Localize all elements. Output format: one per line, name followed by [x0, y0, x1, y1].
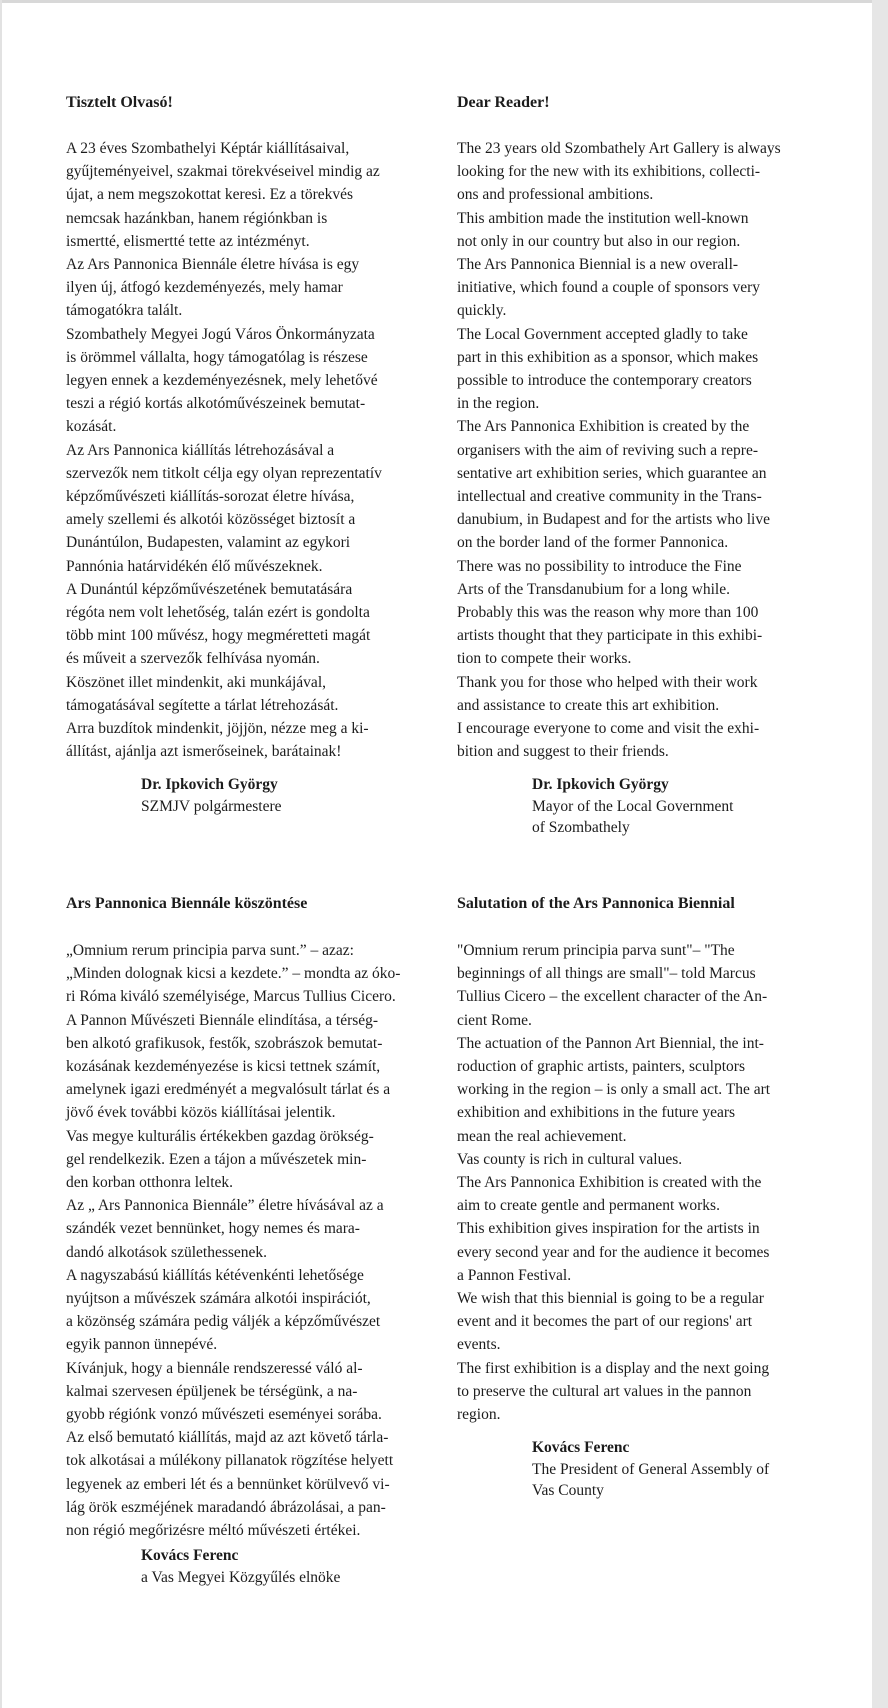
page-left-edge — [0, 0, 2, 1708]
section1-hu-body: A 23 éves Szombathelyi Képtár kiállításaival, gyűjteményeivel, szakmai törekvéseivel mindig az újat, a nem megszokottat keresi. Ez a törekvés nemcsak hazánkban, hanem régiónkban is ismertté, elismertté tette az intézményt. Az Ars Pannonica Biennále életre hívása is egy ilyen új, átfogó kezdeményezés, mely hamar támogatókra talált. Szombathely Megyei Jogú Város Önkormányzata is örömmel vállalta, hogy támogatólag is részese legyen ennek a kezdeményezésnek, mely lehetővé teszi a régió kortás alkotóművészeinek bemutat- kozását. Az Ars Pannonica kiállítás létrehozásával a szervezők nem titkolt célja egy olyan reprezentatív képzőművészeti kiállítás-sorozat életre hívása, amely szellemi és alkotói közösséget biztosít a Dunántúlon, Budapesten, valamint az egykori Pannónia határvidékén élő művészeknek. A Dunántúl képzőművészetének bemutatására régóta nem volt lehetőség, talán ezért is gondolta több mint 100 művész, hogy megméretteti magát és műveit a szervezők felhívása nyomán. Köszönet illet mindenkit, aki munkájával, támogatásával segítette a tárlat létrehozását. Arra buzdítok mindenkit, jöjjön, nézze meg a ki- állítást, ajánlja azt ismerőseinek, barátainak! — [66, 140, 382, 761]
signature-role: SZMJV polgármestere — [141, 797, 282, 815]
section2-hu-column — [66, 893, 446, 1542]
section1-en-body: The 23 years old Szombathely Art Gallery is always looking for the new with its exhibitions, collecti- ons and professional ambitions. This ambition made the institution well-known not only in our country but also in our region. The Ars Pannonica Biennial is a new overall- initiative, which found a couple of sponsors very quickly. The Local Government accepted gladly to take part in this exhibition as a sponsor, which makes possible to introduce the contemporary creators in the region. The Ars Pannonica Exhibition is created by the organisers with the aim of reviving such a repre- sentative art exhibition series, which guarantee an intellectual and creative community in the Trans- danubium, in Budapest and for the artists who live on the border land of the former Pannonica. There was no possibility to introduce the Fine Arts of the Transdanubium for a long while. Probably this was the reason why more than 100 artists thought that they participate in this exhibi- tion to compete their works. Thank you for those who helped with their work and assistance to create this art exhibition. I encourage everyone to come and visit the exhi- bition and suggest to their friends. — [457, 140, 781, 761]
signature-name: Kovács Ferenc — [532, 1439, 630, 1456]
page-top-edge — [0, 0, 888, 3]
section1-hu-heading: Tisztelt Olvasó! — [66, 94, 173, 111]
signature-role: a Vas Megyei Közgyűlés elnöke — [141, 1568, 341, 1586]
section2-hu-body: „Omnium rerum principia parva sunt.” – azaz: „Minden dolognak kicsi a kezdete.” – mondta az óko- ri Róma kiváló személyisége, Marcus Tullius Cicero. A Pannon Művészeti Biennále elindítása, a térség- ben alkotó grafikusok, festők, szobrászok bemutat- kozásának kezdeményezése is kicsi tettnek számít, amelynek igazi eredményét a megvalósult tárlat és a jövő évek további közös kiállításai jelentik. Vas megye kulturális értékekben gazdag örökség- gel rendelkezik. Ezen a tájon a művészetek min- den korban otthonra leltek. Az „ Ars Pannonica Biennále” életre hívásával az a szándék vezet bennünket, hogy nemes és mara- dandó alkotások születhessenek. A nagyszabású kiállítás kétévenkénti lehetősége nyújtson a művészek számára alkotói inspirációt, a közönség számára pedig váljék a képzőművészet egyik pannon ünnepévé. Kívánjuk, hogy a biennále rendszeressé váló al- kalmai szervesen épüljenek be térségünk, a na- gyobb régiónk vonzó művészeti eseményei sorába. Az első bemutató kiállítás, majd az azt követő tárla- tok alkotásai a múlékony pillanatok rögzítése helyett legyenek az emberi lét és a bennünket körülvevő vi- lág örök eszméjének maradandó ábrázolásai, a pan- non régió megőrizésre méltó művészeti értékei. — [66, 942, 401, 1540]
section1-hu-column — [66, 92, 446, 763]
section1-en-signature — [532, 774, 733, 839]
page-right-edge — [872, 0, 888, 1708]
section1-en-heading: Dear Reader! — [457, 94, 550, 111]
section2-hu-signature — [141, 1545, 340, 1588]
section1-en-column — [457, 92, 837, 763]
signature-name: Dr. Ipkovich György — [532, 776, 669, 793]
signature-name: Dr. Ipkovich György — [141, 776, 278, 793]
section1-hu-signature — [141, 774, 281, 817]
signature-role: The President of General Assembly of Vas County — [532, 1460, 770, 1499]
section2-hu-heading: Ars Pannonica Biennále köszöntése — [66, 895, 308, 912]
section2-en-signature — [532, 1437, 769, 1502]
signature-role: Mayor of the Local Government of Szombathely — [532, 797, 734, 836]
section2-en-body: "Omnium rerum principia parva sunt"– "The beginnings of all things are small"– told Marcus Tullius Cicero – the excellent character of the An- cient Rome. The actuation of the Pannon Art Biennial, the int- roduction of graphic artists, painters, sculptors working in the region – is only a small act. The art exhibition and exhibitions in the future years mean the real achievement. Vas county is rich in cultural values. The Ars Pannonica Exhibition is created with the aim to create gentle and permanent works. This exhibition gives inspiration for the artists in every second year and for the audience it becomes a Pannon Festival. We wish that this biennial is going to be a regular event and it becomes the part of our regions' art events. The first exhibition is a display and the next going to preserve the cultural art values in the pannon region. — [457, 942, 771, 1424]
section2-en-column — [457, 893, 837, 1426]
signature-name: Kovács Ferenc — [141, 1547, 239, 1564]
section2-en-heading: Salutation of the Ars Pannonica Biennial — [457, 895, 735, 912]
